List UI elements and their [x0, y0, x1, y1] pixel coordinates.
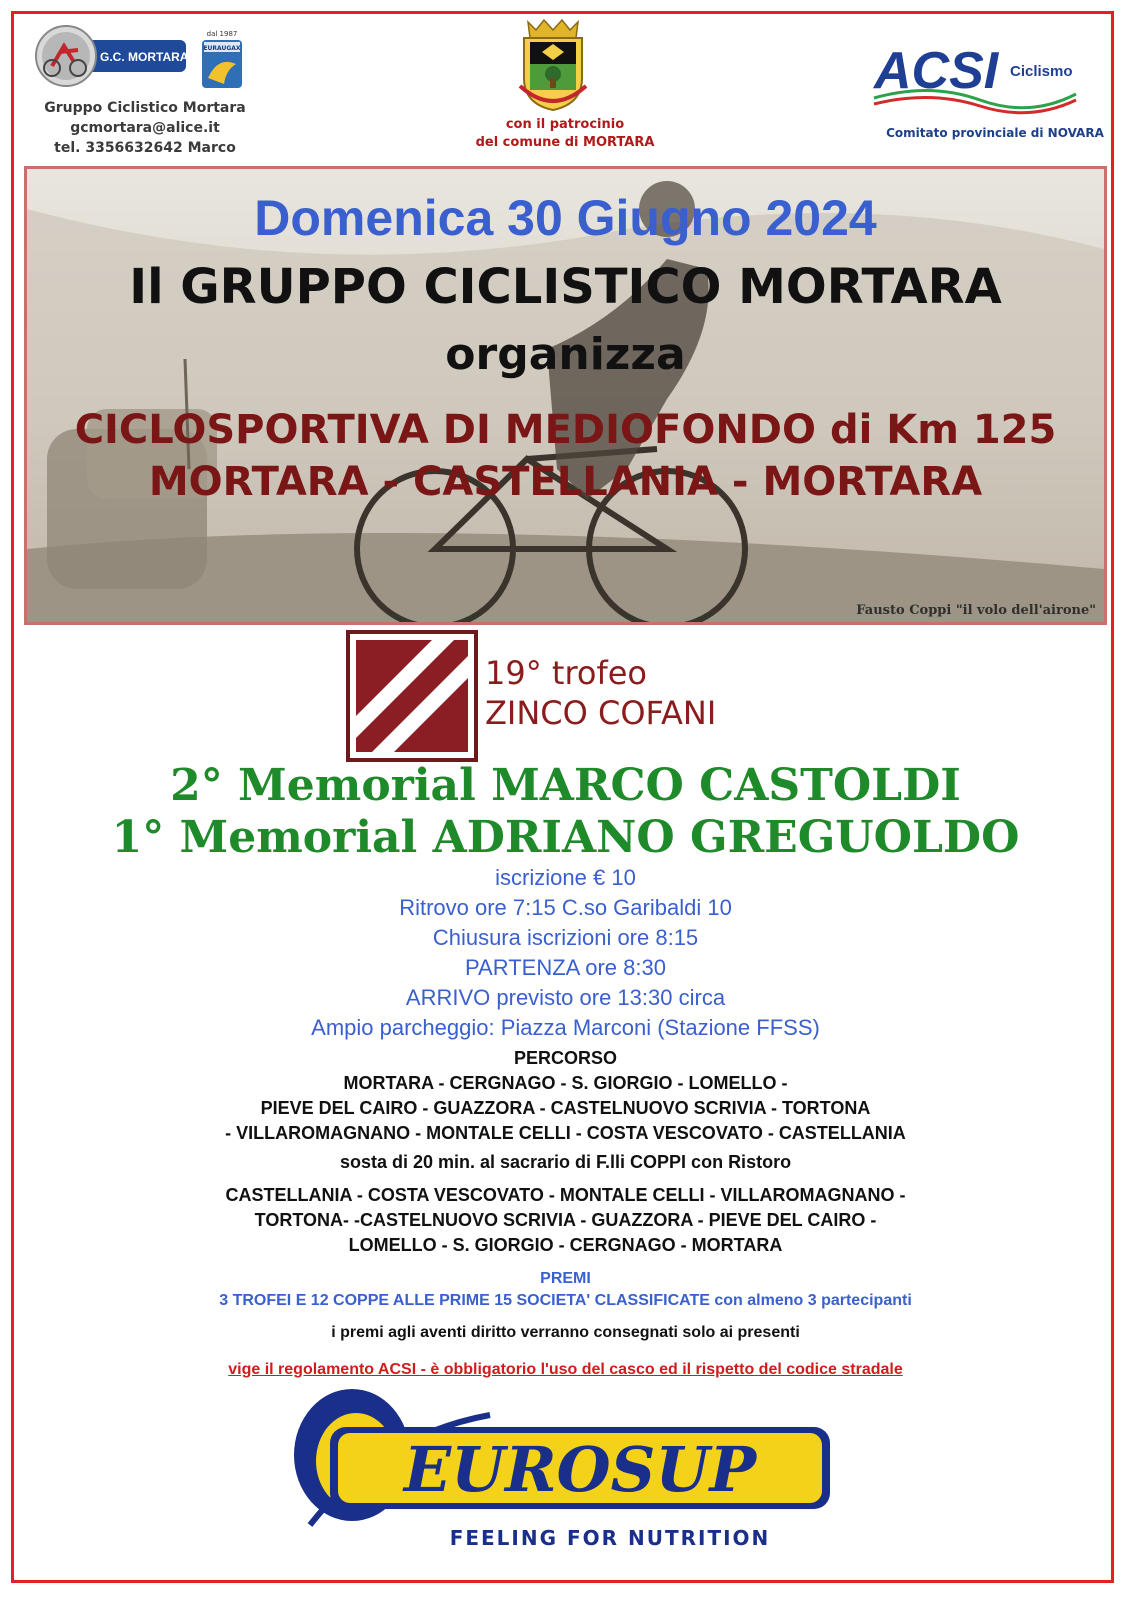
- rules-notice: vige il regolamento ACSI - è obbligatorio l'uso del casco ed il rispetto del codice stradale: [228, 1361, 903, 1378]
- gc-logo-text: G.C. MORTARA: [100, 50, 189, 64]
- event-date: Domenica 30 Giugno 2024: [254, 190, 877, 246]
- event-title-line2: MORTARA - CASTELLANIA - MORTARA: [148, 459, 983, 505]
- event-title-line1: CICLOSPORTIVA DI MEDIOFONDO di Km 125: [74, 407, 1057, 453]
- patrocinio-line2: del comune di MORTARA: [475, 135, 655, 150]
- gc-email: gcmortara@alice.it: [70, 120, 220, 136]
- route-line: MORTARA - CERGNAGO - S. GIORGIO - LOMELLO -: [343, 1073, 788, 1093]
- percorso-return: [0, 1183, 1131, 1258]
- hero-banner: [24, 166, 1107, 625]
- percorso-stop: sosta di 20 min. al sacrario di F.lli COPPI con Ristoro: [339, 1152, 792, 1172]
- trofeo-line2: ZINCO COFANI: [485, 694, 717, 732]
- premi-note: i premi agli aventi diritto verranno consegnati solo ai presenti: [331, 1324, 800, 1341]
- eurosup-name: EUROSUP: [403, 1433, 757, 1506]
- route-line: TORTONA- -CASTELNUOVO SCRIVIA - GUAZZORA - PIEVE DEL CAIRO -: [254, 1210, 877, 1230]
- svg-text:ACSI: ACSI: [874, 42, 999, 100]
- info-partenza: PARTENZA ore 8:30: [465, 955, 666, 980]
- svg-text:dal 1987: dal 1987: [206, 30, 238, 38]
- memorial-2: 1° Memorial ADRIANO GREGUOLDO: [111, 812, 1020, 863]
- organizer-line2: organizza: [445, 329, 686, 380]
- gc-name: Gruppo Ciclistico Mortara: [44, 100, 246, 116]
- gc-phone: tel. 3356632642 Marco: [54, 140, 236, 156]
- info-ritrovo: Ritrovo ore 7:15 C.so Garibaldi 10: [399, 895, 732, 920]
- eurosup-tagline: FEELING FOR NUTRITION: [449, 1526, 771, 1550]
- premi-detail: 3 TROFEI E 12 COPPE ALLE PRIME 15 SOCIETA' CLASSIFICATE con almeno 3 partecipanti: [219, 1292, 912, 1309]
- svg-text:EURAUGAX: EURAUGAX: [203, 45, 241, 52]
- zinco-cofani-logo: [346, 630, 478, 762]
- route-line: PIEVE DEL CAIRO - GUAZZORA - CASTELNUOVO SCRIVIA - TORTONA: [260, 1098, 871, 1118]
- trofeo-line1: 19° trofeo: [485, 654, 647, 692]
- patrocinio-line1: con il patrocinio: [505, 117, 625, 132]
- euraugax-badge: [200, 28, 244, 90]
- trofeo-block: [485, 653, 716, 733]
- percorso-title: PERCORSO: [513, 1048, 618, 1068]
- route-line: - VILLAROMAGNANO - MONTALE CELLI - COSTA VESCOVATO - CASTELLANIA: [225, 1123, 906, 1143]
- acsi-comitato: Comitato provinciale di NOVARA: [886, 126, 1104, 140]
- acsi-ciclismo: Ciclismo: [1010, 63, 1073, 80]
- gc-contact-block: [30, 98, 260, 158]
- acsi-logo: [870, 36, 1100, 116]
- organizer-line1: Il GRUPPO CICLISTICO MORTARA: [129, 259, 1002, 315]
- info-list: [0, 863, 1131, 1043]
- route-line: LOMELLO - S. GIORGIO - CERGNAGO - MORTARA: [348, 1235, 783, 1255]
- info-chiusura: Chiusura iscrizioni ore 8:15: [432, 925, 699, 950]
- memorial-1: 2° Memorial MARCO CASTOLDI: [170, 760, 961, 811]
- info-iscrizione: iscrizione € 10: [495, 865, 636, 890]
- info-parcheggio: Ampio parcheggio: Piazza Marconi (Stazione FFSS): [311, 1015, 820, 1040]
- photo-caption: Fausto Coppi "il volo dell'airone": [856, 603, 1096, 618]
- mortara-coat-of-arms: [510, 16, 596, 112]
- patrocinio-block: [440, 116, 690, 152]
- route-line: CASTELLANIA - COSTA VESCOVATO - MONTALE CELLI - VILLAROMAGNANO -: [225, 1185, 906, 1205]
- gc-mortara-logo: [30, 22, 190, 90]
- eurosup-logo: [290, 1375, 850, 1565]
- info-arrivo: ARRIVO previsto ore 13:30 circa: [405, 985, 726, 1010]
- premi-block: [0, 1268, 1131, 1312]
- premi-title: PREMI: [540, 1270, 591, 1287]
- percorso-outbound: [0, 1046, 1131, 1146]
